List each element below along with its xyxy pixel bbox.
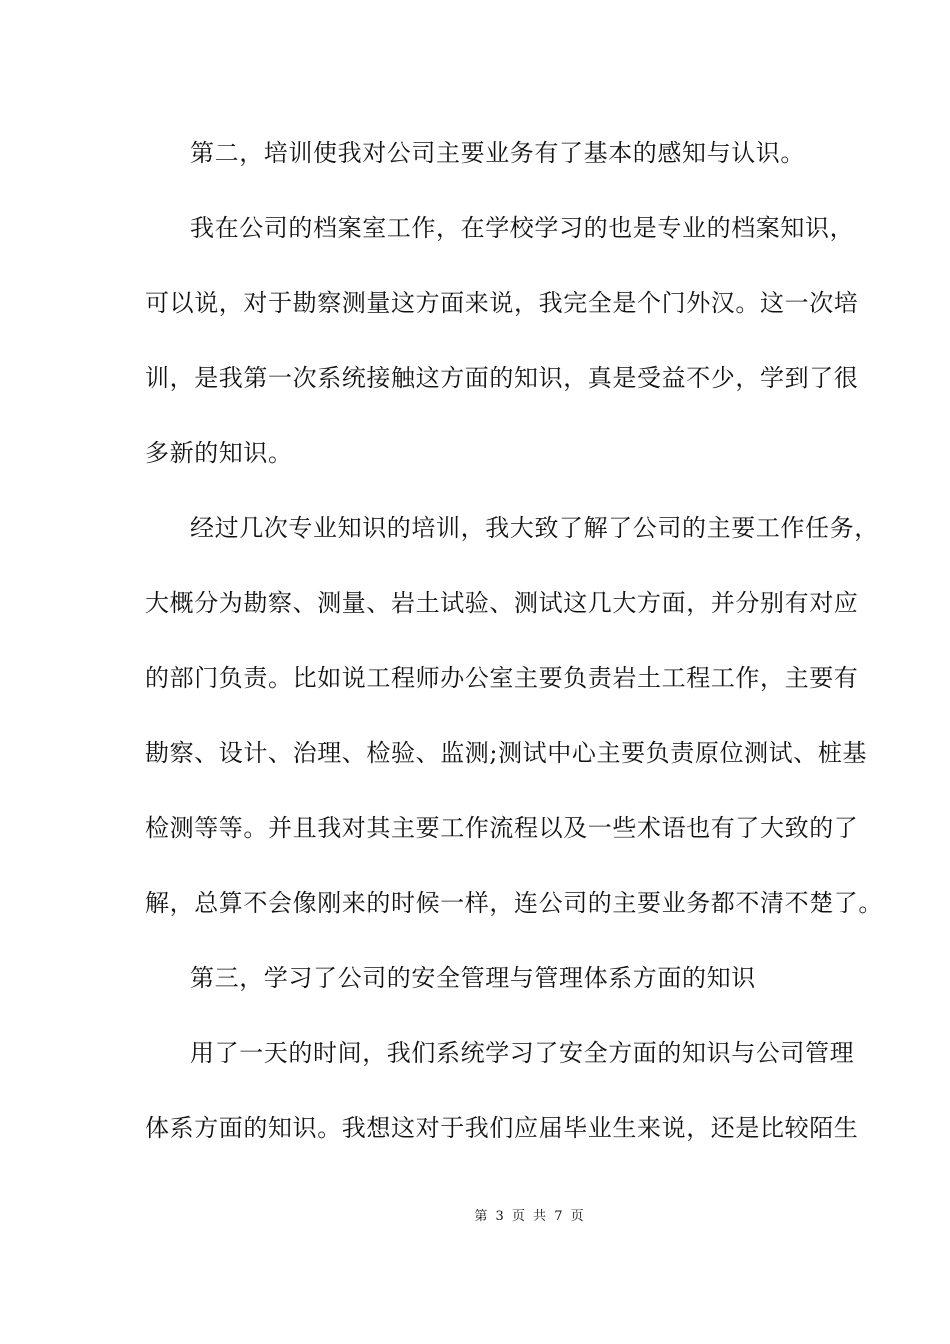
- paragraph-line: 的部门负责。比如说工程师办公室主要负责岩土工程工作，主要有: [145, 664, 859, 692]
- paragraph-line: 训，是我第一次系统接触这方面的知识，真是受益不少，学到了很: [145, 364, 859, 392]
- paragraph-line: 体系方面的知识。我想这对于我们应届毕业生来说，还是比较陌生: [145, 1114, 859, 1142]
- page-number-footer: 第 3 页 共 7 页: [474, 1209, 586, 1224]
- paragraph-line: 经过几次专业知识的培训，我大致了解了公司的主要工作任务，: [190, 514, 879, 542]
- paragraph-line: 大概分为勘察、测量、岩土试验、测试这几大方面，并分别有对应: [145, 589, 859, 617]
- paragraph-line: 多新的知识。: [145, 439, 293, 467]
- paragraph-line: 检测等等。并且我对其主要工作流程以及一些术语也有了大致的了: [145, 814, 859, 842]
- paragraph-line: 我在公司的档案室工作，在学校学习的也是专业的档案知识，: [190, 214, 855, 242]
- paragraph-line: 勘察、设计、治理、检验、监测;测试中心主要负责原位测试、桩基: [145, 739, 868, 767]
- paragraph-line: 可以说，对于勘察测量这方面来说，我完全是个门外汉。这一次培: [145, 289, 859, 317]
- section-heading: 第三，学习了公司的安全管理与管理体系方面的知识: [190, 964, 756, 992]
- paragraph-line: 用了一天的时间，我们系统学习了安全方面的知识与公司管理: [190, 1039, 855, 1067]
- paragraph-line: 第二，培训使我对公司主要业务有了基本的感知与认识。: [190, 139, 805, 167]
- paragraph-line: 解，总算不会像刚来的时候一样，连公司的主要业务都不清不楚了。: [145, 889, 883, 917]
